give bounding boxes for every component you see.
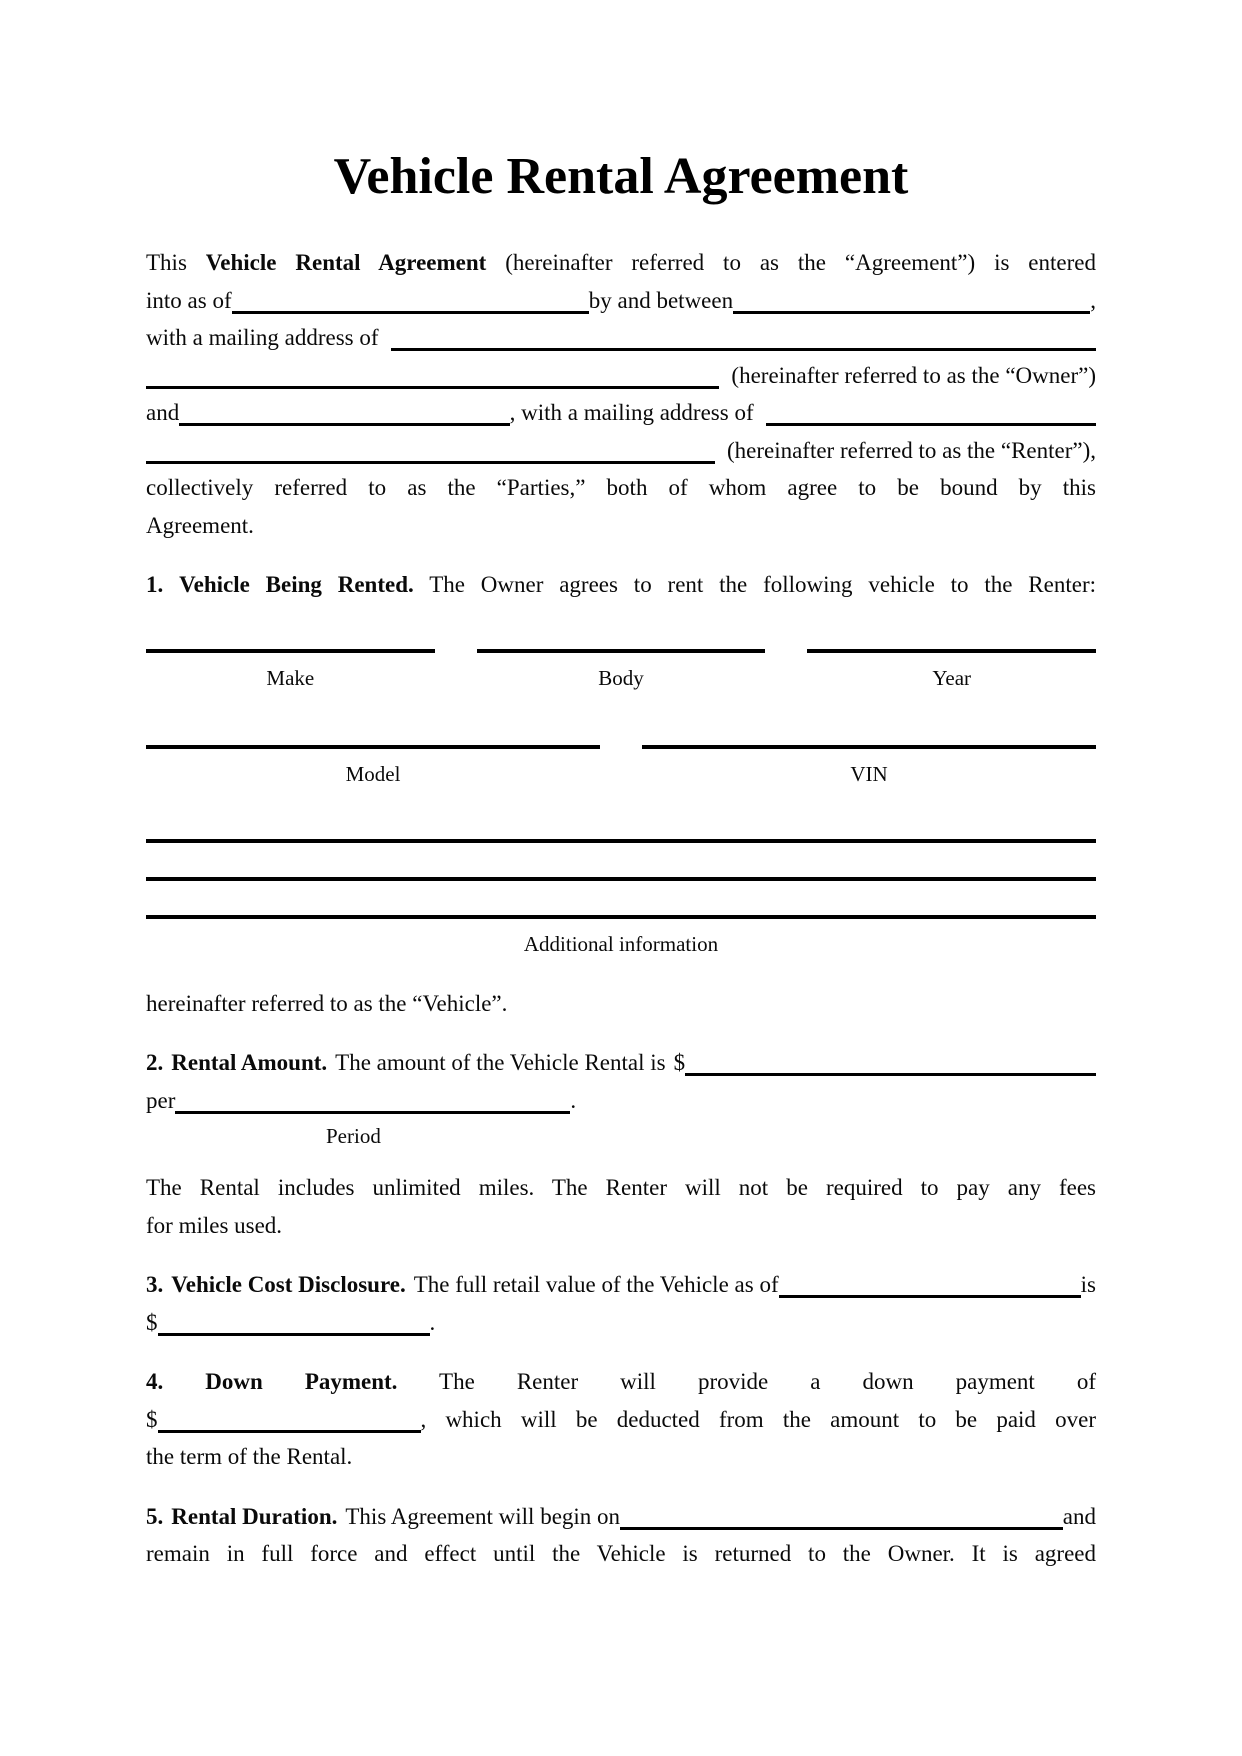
owner-address-blank-2[interactable] <box>146 381 719 389</box>
section-1-body-text: The Owner agrees to rent the following vehicle to the Renter: <box>429 572 1097 597</box>
section-4-body-text: The Renter will provide a down payment of <box>439 1369 1096 1394</box>
section-4-amount-line <box>146 1401 1096 1439</box>
section-3-value-line <box>146 1304 1096 1342</box>
section-1-number: 1. <box>146 572 164 597</box>
additional-info-blank-1[interactable] <box>146 839 1096 843</box>
section-4-term-text: the term of the Rental. <box>146 1444 353 1469</box>
section-2-number: 2. <box>146 1050 164 1075</box>
section-4-number: 4. <box>146 1369 164 1394</box>
section-4-heading-line <box>146 1363 1096 1401</box>
intro-text-into-as-of: into as of <box>146 287 232 313</box>
vehicle-value-amount-blank[interactable] <box>158 1328 430 1336</box>
rental-period-blank[interactable] <box>175 1106 570 1114</box>
additional-info-blank-3[interactable] <box>146 915 1096 919</box>
vehicle-field-model <box>146 733 600 787</box>
additional-information-label: Additional information <box>523 931 719 956</box>
vehicle-value-date-blank[interactable] <box>779 1290 1081 1298</box>
year-label: Year <box>932 665 972 690</box>
intro-text-by-and-between: by and between <box>588 287 734 313</box>
intro-line-2 <box>146 282 1096 320</box>
vehicle-footer-line <box>146 985 1096 1023</box>
section-2-rental-amount <box>146 1044 1096 1244</box>
section-3-dollar-sign: $ <box>146 1309 158 1335</box>
vehicle-fields-row-1 <box>146 637 1096 691</box>
intro-line-1 <box>146 244 1096 282</box>
vehicle-field-vin <box>642 733 1096 787</box>
per-period-end: . <box>570 1087 577 1113</box>
section-3-period-end: . <box>429 1309 436 1335</box>
section-5-rental-duration <box>146 1498 1096 1573</box>
section-4-down-payment <box>146 1363 1096 1476</box>
section-4-heading: Down Payment. <box>205 1369 398 1394</box>
intro-agreement-name-bold: Vehicle Rental Agreement <box>205 250 487 275</box>
section-5-heading-line <box>146 1498 1096 1536</box>
intro-text-comma: , <box>1090 287 1097 313</box>
section-3-heading-line <box>146 1266 1096 1304</box>
vehicle-field-body <box>477 637 766 691</box>
unlimited-miles-paragraph <box>146 1169 1096 1244</box>
section-1-vehicle-being-rented <box>146 566 1096 1022</box>
intro-text-this: This <box>146 250 187 275</box>
renter-name-blank[interactable] <box>179 418 509 426</box>
section-5-continuation-text: remain in full force and effect until the Vehicle is returned to the Owner. It is agreed <box>146 1541 1096 1566</box>
intro-line-6 <box>146 432 1096 470</box>
renter-address-blank-1[interactable] <box>766 418 1096 426</box>
section-3-heading: Vehicle Cost Disclosure. <box>171 1272 406 1297</box>
section-5-body-text: This Agreement will begin on <box>345 1503 621 1529</box>
vehicle-footer-text: hereinafter referred to as the “Vehicle”. <box>146 990 508 1016</box>
down-payment-blank[interactable] <box>158 1425 421 1433</box>
section-1-heading: Vehicle Being Rented. <box>179 572 414 597</box>
intro-text-renter-mailing-address: , with a mailing address of <box>509 400 754 425</box>
rental-amount-blank[interactable] <box>685 1068 1096 1076</box>
renter-address-blank-2[interactable] <box>146 456 715 464</box>
additional-info-blank-2[interactable] <box>146 877 1096 881</box>
owner-address-blank-1[interactable] <box>391 343 1096 351</box>
intro-text-renter-clause: (hereinafter referred to as the “Renter”), <box>726 437 1096 463</box>
make-label: Make <box>266 665 315 690</box>
body-blank[interactable] <box>477 637 766 653</box>
intro-text-owner-clause: (hereinafter referred to as the “Owner”) <box>731 362 1096 388</box>
section-5-continuation-line <box>146 1535 1096 1573</box>
intro-paragraph <box>146 244 1096 544</box>
section-3-body-text: The full retail value of the Vehicle as of <box>413 1272 779 1297</box>
intro-text-agreement-period: Agreement. <box>146 512 254 538</box>
intro-text-mailing-address: with a mailing address of <box>146 325 379 350</box>
vehicle-field-make <box>146 637 435 691</box>
intro-line-4 <box>146 357 1096 395</box>
intro-text-and: and <box>146 400 180 425</box>
section-4-term-line <box>146 1438 1096 1476</box>
agreement-date-blank[interactable] <box>232 306 589 314</box>
section-2-heading: Rental Amount. <box>171 1050 328 1075</box>
year-blank[interactable] <box>807 637 1096 653</box>
section-2-per-line <box>146 1082 1096 1120</box>
section-3-number: 3. <box>146 1272 164 1297</box>
owner-name-blank[interactable] <box>733 306 1090 314</box>
make-blank[interactable] <box>146 637 435 653</box>
vin-blank[interactable] <box>642 733 1096 749</box>
section-4-dollar-sign: $ <box>146 1406 158 1432</box>
section-1-heading-line <box>146 566 1096 604</box>
vehicle-field-year <box>807 637 1096 691</box>
model-blank[interactable] <box>146 733 600 749</box>
miles-text-2: for miles used. <box>146 1212 283 1238</box>
section-4-deducted-text: , which will be deducted from the amount to be paid over <box>420 1406 1096 1432</box>
section-5-number: 5. <box>146 1503 164 1529</box>
section-2-body-text: The amount of the Vehicle Rental is <box>335 1050 666 1075</box>
intro-line-7 <box>146 469 1096 507</box>
period-caption: Period <box>326 1124 381 1148</box>
intro-text-entered: (hereinafter referred to as the “Agreement”) is entered <box>505 250 1096 275</box>
section-3-vehicle-cost-disclosure <box>146 1266 1096 1341</box>
intro-line-5 <box>146 394 1096 432</box>
intro-text-parties: collectively referred to as the “Parties,” both of whom agree to be bound by this <box>146 475 1096 500</box>
vin-label: VIN <box>850 761 888 786</box>
section-5-and-text: and <box>1062 1503 1096 1529</box>
section-2-heading-line <box>146 1044 1096 1082</box>
vehicle-fields-row-2 <box>146 733 1096 787</box>
section-2-dollar-sign: $ <box>673 1050 686 1075</box>
section-3-is-text: is <box>1080 1272 1096 1297</box>
body-label: Body <box>598 665 644 690</box>
rental-start-date-blank[interactable] <box>620 1522 1063 1530</box>
miles-line-2 <box>146 1207 1096 1245</box>
miles-line-1 <box>146 1169 1096 1207</box>
per-text: per <box>146 1087 176 1113</box>
miles-text-1: The Rental includes unlimited miles. The Renter will not be required to pay any fees <box>146 1175 1096 1200</box>
model-label: Model <box>345 761 401 786</box>
document-title: Vehicle Rental Agreement <box>333 148 909 205</box>
intro-line-3 <box>146 319 1096 357</box>
section-5-heading: Rental Duration. <box>171 1503 338 1529</box>
intro-line-8 <box>146 507 1096 545</box>
